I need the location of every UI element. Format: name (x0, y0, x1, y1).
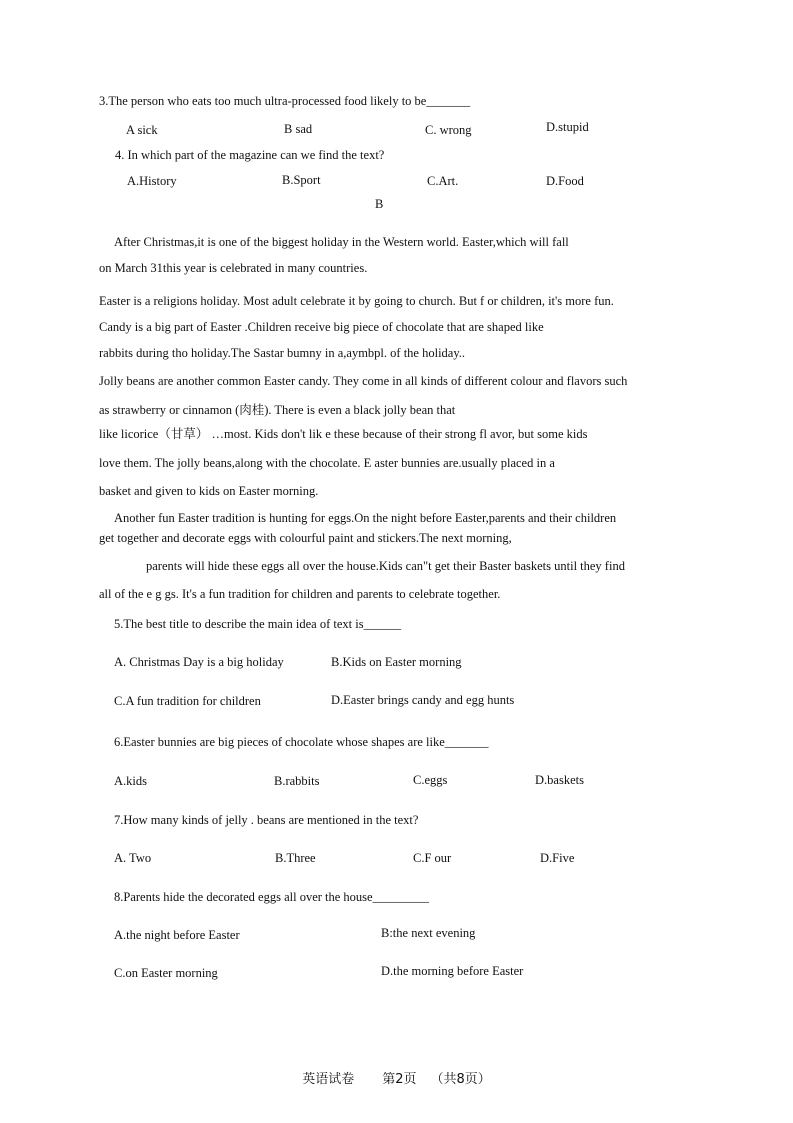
q4-option-b: B.Sport (282, 173, 321, 187)
footer-total-pages: （共8页） (430, 1072, 491, 1087)
q5-option-d: D.Easter brings candy and egg hunts (331, 693, 515, 707)
q8-option-c: C.on Easter morning (114, 966, 218, 980)
q8-option-b: B:the next evening (381, 926, 476, 940)
passage-line: like licorice（甘草） …most. Kids don't lik e these because of their strong fl avor, but some kids (99, 427, 588, 441)
q4-option-d: D.Food (546, 174, 584, 188)
passage-line: Jolly beans are another common Easter candy. They come in all kinds of different colour and flavors such (99, 374, 628, 388)
passage-letter: B (375, 197, 384, 211)
q5-option-a: A. Christmas Day is a big holiday (114, 655, 284, 669)
q6-option-b: B.rabbits (274, 774, 320, 788)
q7-option-c: C.F our (413, 851, 452, 865)
passage-line: Easter is a religions holiday. Most adult celebrate it by going to church. But f or children, it's more fun. (99, 294, 614, 308)
passage-line: as strawberry or cinnamon (肉桂). There is even a black jolly bean that (99, 403, 456, 417)
page-footer (0, 1068, 793, 1087)
passage-line: all of the e g gs. It's a fun tradition for children and parents to celebrate together. (99, 587, 501, 601)
footer-subject: 英语试卷 (302, 1072, 355, 1087)
q5-option-c: C.A fun tradition for children (114, 694, 261, 708)
q4-option-c: C.Art. (427, 174, 459, 188)
passage-line: love them. The jolly beans,along with the chocolate. E aster bunnies are.usually placed in a (99, 456, 555, 470)
q8-option-d: D.the morning before Easter (381, 964, 524, 978)
q7-option-d: D.Five (540, 851, 575, 865)
passage-line: parents will hide these eggs all over the house.Kids can"t get their Baster baskets until they find (146, 559, 625, 573)
q6-option-d: D.baskets (535, 773, 584, 787)
q3-option-c: C. wrong (425, 123, 472, 137)
q7-option-b: B.Three (275, 851, 316, 865)
passage-line: After Christmas,it is one of the biggest holiday in the Western world. Easter,which will fall (114, 235, 569, 249)
passage-line: basket and given to kids on Easter morning. (99, 484, 319, 498)
passage-line: get together and decorate eggs with colourful paint and stickers.The next morning, (99, 531, 512, 545)
question-7: 7.How many kinds of jelly . beans are mentioned in the text? (114, 813, 419, 827)
q3-option-a: A sick (126, 123, 158, 137)
q6-option-c: C.eggs (413, 773, 448, 787)
question-3: 3.The person who eats too much ultra-processed food likely to be_______ (99, 94, 471, 108)
question-8: 8.Parents hide the decorated eggs all over the house_________ (114, 890, 429, 904)
passage-line: Another fun Easter tradition is hunting for eggs.On the night before Easter,parents and their children (114, 511, 617, 525)
question-5: 5.The best title to describe the main idea of text is______ (114, 617, 402, 631)
q8-option-a: A.the night before Easter (114, 928, 240, 942)
footer-page-number: 第2页 (382, 1072, 417, 1087)
passage-line: Candy is a big part of Easter .Children receive big piece of chocolate that are shaped like (99, 320, 544, 334)
q5-option-b: B.Kids on Easter morning (331, 655, 462, 669)
q4-option-a: A.History (127, 174, 177, 188)
passage-line: rabbits during tho holiday.The Sastar bumny in a,aymbpl. of the holiday.. (99, 346, 466, 360)
q3-option-d: D.stupid (546, 120, 589, 134)
q6-option-a: A.kids (114, 774, 147, 788)
q7-option-a: A. Two (114, 851, 152, 865)
question-4: 4. In which part of the magazine can we find the text? (115, 148, 385, 162)
passage-line: on March 31this year is celebrated in many countries. (99, 261, 368, 275)
q3-option-b: B sad (284, 122, 313, 136)
question-6: 6.Easter bunnies are big pieces of chocolate whose shapes are like_______ (114, 735, 489, 749)
